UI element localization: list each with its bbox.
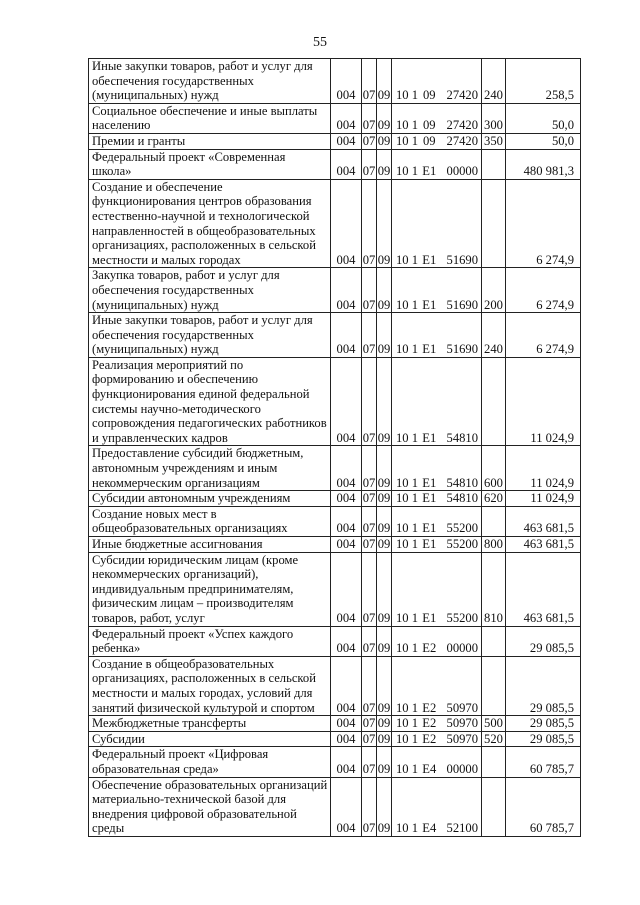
target-article-program: 10 1 (396, 641, 419, 656)
row-name: Иные бюджетные ассигнования (89, 537, 331, 553)
row-grbs-code: 004 (331, 716, 362, 732)
target-article-project: E1 (422, 491, 437, 506)
budget-table (88, 58, 581, 837)
target-article-direction: 55200 (446, 610, 478, 625)
row-name: Предоставление субсидий бюджетным, автономным учреждениям и иным некоммерческим организациям (89, 446, 331, 491)
row-name: Межбюджетные трансферты (89, 716, 331, 732)
row-subsection-code: 09 (377, 552, 392, 626)
target-article-project: E4 (422, 821, 437, 836)
row-grbs-code: 004 (331, 59, 362, 104)
row-section-code: 07 (362, 357, 377, 446)
row-amount: 29 085,5 (506, 656, 581, 715)
target-article-project: 09 (422, 118, 436, 133)
row-expense-type (482, 656, 506, 715)
row-expense-type: 500 (482, 716, 506, 732)
table-row (89, 626, 581, 656)
row-grbs-code: 004 (331, 103, 362, 133)
table-row (89, 747, 581, 777)
target-article-project: E1 (422, 610, 437, 625)
row-section-code: 07 (362, 103, 377, 133)
row-subsection-code: 09 (377, 446, 392, 491)
row-target-article (392, 59, 482, 104)
target-article-direction: 51690 (446, 342, 478, 357)
row-subsection-code: 09 (377, 268, 392, 313)
row-name: Премии и гранты (89, 133, 331, 149)
row-subsection-code: 09 (377, 731, 391, 746)
row-amount: 29 085,5 (506, 731, 581, 747)
row-amount: 50,0 (506, 103, 581, 133)
row-section-code: 07 (362, 313, 377, 358)
target-article-project: E2 (422, 716, 437, 731)
target-article-project: E2 (422, 700, 437, 715)
table-row (89, 313, 581, 358)
row-subsection-code: 09 (377, 506, 392, 536)
target-article-direction: 55200 (446, 521, 478, 536)
row-name: Федеральный проект «Успех каждого ребенка» (89, 626, 331, 656)
row-section-code: 07 (362, 537, 376, 551)
row-target-article (392, 777, 482, 836)
row-target-article (392, 446, 482, 491)
row-amount: 6 274,9 (506, 268, 581, 313)
row-amount: 463 681,5 (506, 552, 581, 626)
target-article-program: 10 1 (396, 252, 419, 267)
row-name: Иные закупки товаров, работ и услуг для обеспечения государственных (муниципальных) нужд (89, 59, 331, 104)
row-section-code: 07 (362, 716, 376, 731)
row-subsection-code: 09 (377, 537, 391, 551)
target-article-direction: 54810 (446, 475, 478, 490)
row-amount: 463 681,5 (506, 506, 581, 536)
row-section-code: 07 (362, 268, 377, 313)
target-article-project: E2 (422, 731, 437, 746)
target-article-project: E1 (422, 342, 437, 357)
row-grbs-code: 004 (331, 268, 362, 313)
row-target-article (392, 149, 482, 179)
row-section-code: 07 (362, 731, 376, 746)
target-article-direction: 52100 (446, 821, 478, 836)
row-grbs-code: 004 (331, 491, 362, 507)
row-expense-type (482, 506, 506, 536)
target-article-direction: 50970 (446, 700, 478, 715)
row-grbs-code: 004 (331, 149, 362, 179)
target-article-project: E1 (422, 537, 437, 551)
target-article-program: 10 1 (396, 716, 419, 731)
row-expense-type: 240 (482, 59, 506, 104)
target-article-project: E2 (422, 641, 437, 656)
row-section-code: 07 (362, 506, 377, 536)
target-article-direction: 27420 (446, 88, 478, 103)
row-name: Создание в общеобразовательных организациях, расположенных в сельской местности и малых городах, условий для занятий физической культурой и спортом (89, 656, 331, 715)
table-row (89, 506, 581, 536)
row-name: Субсидии (89, 731, 331, 747)
target-article-program: 10 1 (396, 521, 419, 536)
page-number: 55 (313, 35, 327, 50)
row-grbs-code: 004 (331, 313, 362, 358)
target-article-direction: 00000 (446, 164, 478, 179)
target-article-direction: 51690 (446, 297, 478, 312)
row-name: Федеральный проект «Современная школа» (89, 149, 331, 179)
target-article-project: 09 (422, 133, 436, 148)
row-target-article (392, 537, 482, 553)
table-row (89, 268, 581, 313)
target-article-program: 10 1 (396, 118, 419, 133)
budget-table-body (89, 59, 581, 837)
row-subsection-code: 09 (377, 747, 392, 777)
row-expense-type: 600 (482, 446, 506, 491)
row-subsection-code: 09 (377, 656, 392, 715)
row-section-code: 07 (362, 446, 377, 491)
target-article-project: E1 (422, 297, 437, 312)
row-expense-type (482, 777, 506, 836)
row-subsection-code: 09 (377, 103, 392, 133)
row-expense-type: 810 (482, 552, 506, 626)
target-article-program: 10 1 (396, 297, 419, 312)
target-article-direction: 51690 (446, 252, 478, 267)
row-amount: 60 785,7 (506, 777, 581, 836)
target-article-program: 10 1 (396, 164, 419, 179)
row-target-article (392, 716, 482, 732)
row-target-article (392, 357, 482, 446)
row-target-article (392, 179, 482, 268)
row-name: Субсидии юридическим лицам (кроме некоммерческих организаций), индивидуальным предпринимателям, физическим лицам – производителям товаров, работ, услуг (89, 552, 331, 626)
target-article-project: E1 (422, 521, 437, 536)
table-row (89, 59, 581, 104)
row-amount: 480 981,3 (506, 149, 581, 179)
row-grbs-code: 004 (331, 506, 362, 536)
row-expense-type: 300 (482, 103, 506, 133)
row-name: Федеральный проект «Цифровая образовательная среда» (89, 747, 331, 777)
row-target-article (392, 506, 482, 536)
row-amount: 258,5 (506, 59, 581, 104)
row-grbs-code: 004 (331, 777, 362, 836)
row-grbs-code: 004 (331, 626, 362, 656)
table-row (89, 357, 581, 446)
target-article-project: E1 (422, 430, 437, 445)
row-target-article (392, 747, 482, 777)
target-article-program: 10 1 (396, 537, 419, 551)
row-subsection-code: 09 (377, 59, 392, 104)
target-article-program: 10 1 (396, 761, 419, 776)
target-article-direction: 50970 (446, 716, 478, 731)
table-row (89, 716, 581, 732)
target-article-program: 10 1 (396, 342, 419, 357)
row-grbs-code: 004 (331, 133, 362, 149)
row-subsection-code: 09 (377, 357, 392, 446)
row-expense-type: 620 (482, 491, 506, 507)
row-expense-type (482, 357, 506, 446)
row-grbs-code: 004 (331, 747, 362, 777)
target-article-project: E4 (422, 761, 437, 776)
row-grbs-code: 004 (331, 179, 362, 268)
target-article-program: 10 1 (396, 475, 419, 490)
table-row (89, 103, 581, 133)
target-article-direction: 54810 (446, 430, 478, 445)
row-amount: 11 024,9 (506, 446, 581, 491)
target-article-project: 09 (422, 88, 436, 103)
row-expense-type (482, 179, 506, 268)
row-target-article (392, 313, 482, 358)
row-subsection-code: 09 (377, 626, 392, 656)
row-name: Обеспечение образовательных организаций материально-технической базой для внедрения цифровой образовательной среды (89, 777, 331, 836)
row-target-article (392, 656, 482, 715)
row-target-article (392, 103, 482, 133)
row-name: Реализация мероприятий по формированию и обеспечению функционирования единой федеральной системы научно-методического сопровождения педагогических работников и управленческих кадров (89, 357, 331, 446)
row-name: Создание новых мест в общеобразовательных организациях (89, 506, 331, 536)
row-target-article (392, 552, 482, 626)
row-expense-type (482, 149, 506, 179)
row-name: Субсидии автономным учреждениям (89, 491, 331, 507)
row-name: Иные закупки товаров, работ и услуг для обеспечения государственных (муниципальных) нужд (89, 313, 331, 358)
table-row (89, 179, 581, 268)
row-expense-type: 240 (482, 313, 506, 358)
row-subsection-code: 09 (377, 179, 392, 268)
row-amount: 50,0 (506, 133, 581, 149)
table-row (89, 491, 581, 507)
target-article-direction: 00000 (446, 641, 478, 656)
row-subsection-code: 09 (377, 491, 391, 506)
row-expense-type (482, 747, 506, 777)
target-article-program: 10 1 (396, 88, 419, 103)
row-subsection-code: 09 (377, 313, 392, 358)
target-article-direction: 27420 (446, 133, 478, 148)
row-section-code: 07 (362, 656, 377, 715)
table-row (89, 537, 581, 553)
row-subsection-code: 09 (377, 149, 392, 179)
row-target-article (392, 626, 482, 656)
row-target-article (392, 491, 482, 507)
target-article-program: 10 1 (396, 133, 419, 148)
row-section-code: 07 (362, 552, 377, 626)
row-section-code: 07 (362, 777, 377, 836)
table-row (89, 731, 581, 747)
row-amount: 463 681,5 (506, 537, 581, 553)
row-amount: 11 024,9 (506, 357, 581, 446)
row-section-code: 07 (362, 747, 377, 777)
row-grbs-code: 004 (331, 446, 362, 491)
row-amount: 6 274,9 (506, 313, 581, 358)
table-row (89, 552, 581, 626)
target-article-program: 10 1 (396, 491, 419, 506)
row-amount: 29 085,5 (506, 716, 581, 732)
target-article-direction: 55200 (446, 537, 478, 551)
target-article-project: E1 (422, 164, 437, 179)
row-expense-type: 520 (482, 731, 506, 747)
row-expense-type: 200 (482, 268, 506, 313)
row-name: Социальное обеспечение и иные выплаты населению (89, 103, 331, 133)
target-article-project: E1 (422, 475, 437, 490)
row-section-code: 07 (362, 179, 377, 268)
row-subsection-code: 09 (377, 133, 391, 148)
target-article-program: 10 1 (396, 430, 419, 445)
row-grbs-code: 004 (331, 357, 362, 446)
row-subsection-code: 09 (377, 777, 392, 836)
target-article-program: 10 1 (396, 610, 419, 625)
table-row (89, 656, 581, 715)
row-amount: 11 024,9 (506, 491, 581, 507)
row-grbs-code: 004 (331, 537, 362, 553)
row-section-code: 07 (362, 149, 377, 179)
row-name: Создание и обеспечение функционирования центров образования естественно-научной и технологической направленностей в общеобразовательных организациях, расположенных в сельской местности и малых городах (89, 179, 331, 268)
target-article-program: 10 1 (396, 700, 419, 715)
row-name: Закупка товаров, работ и услуг для обеспечения государственных (муниципальных) нужд (89, 268, 331, 313)
target-article-program: 10 1 (396, 821, 419, 836)
row-section-code: 07 (362, 491, 376, 506)
target-article-direction: 54810 (446, 491, 478, 506)
row-expense-type: 350 (482, 133, 506, 149)
row-expense-type: 800 (482, 537, 506, 553)
row-target-article (392, 268, 482, 313)
row-amount: 6 274,9 (506, 179, 581, 268)
table-row (89, 133, 581, 149)
row-section-code: 07 (362, 59, 377, 104)
row-amount: 60 785,7 (506, 747, 581, 777)
row-grbs-code: 004 (331, 656, 362, 715)
row-grbs-code: 004 (331, 552, 362, 626)
row-target-article (392, 133, 482, 149)
target-article-project: E1 (422, 252, 437, 267)
row-subsection-code: 09 (377, 716, 391, 731)
target-article-direction: 27420 (446, 118, 478, 133)
row-amount: 29 085,5 (506, 626, 581, 656)
target-article-direction: 50970 (446, 731, 478, 746)
table-row (89, 149, 581, 179)
row-expense-type (482, 626, 506, 656)
target-article-program: 10 1 (396, 731, 419, 746)
target-article-direction: 00000 (446, 761, 478, 776)
row-target-article (392, 731, 482, 747)
table-row (89, 446, 581, 491)
row-grbs-code: 004 (331, 731, 362, 747)
row-section-code: 07 (362, 626, 377, 656)
row-section-code: 07 (362, 133, 376, 148)
table-row (89, 777, 581, 836)
